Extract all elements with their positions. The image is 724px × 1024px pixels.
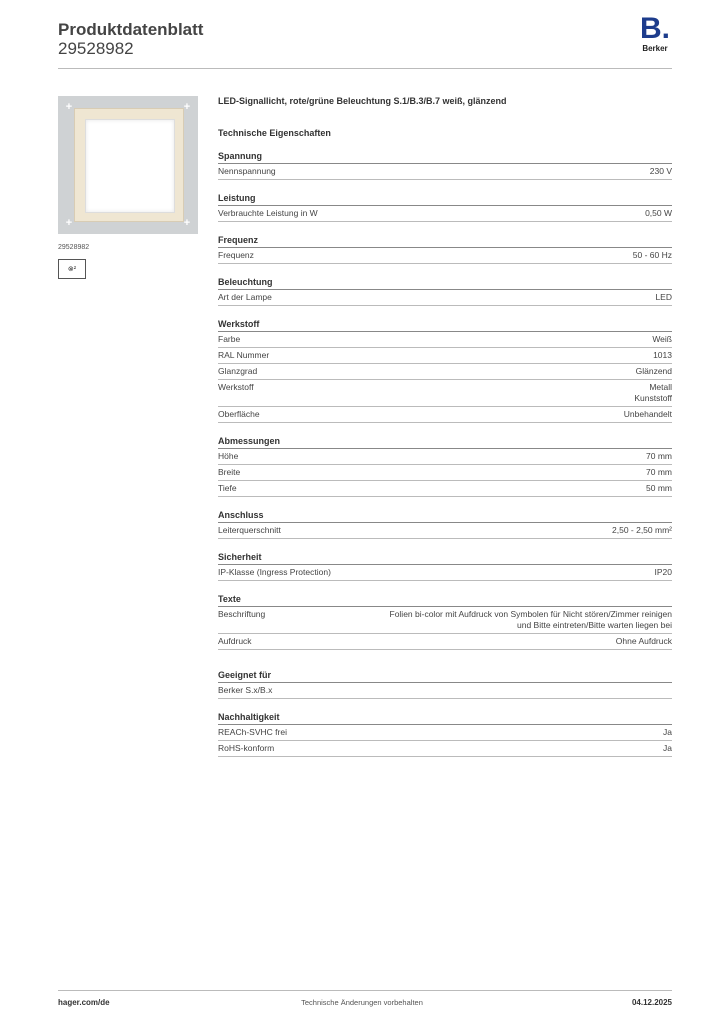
specification-content (218, 96, 672, 757)
spec-label: Nennspannung (218, 166, 276, 176)
spec-value-line: Kunststoff (634, 393, 672, 403)
spec-value-line: Glänzend (635, 366, 672, 376)
spec-label: Höhe (218, 451, 239, 461)
spec-row (218, 164, 672, 180)
spec-value-line: 50 mm (646, 483, 672, 493)
spec-row (218, 248, 672, 264)
section-title: Beleuchtung (218, 277, 672, 290)
spec-section (218, 510, 672, 539)
logo-text: Berker (642, 44, 668, 53)
lamp-symbol-icon: ⊗² (58, 259, 86, 279)
spec-value (390, 609, 673, 631)
spec-row (218, 348, 672, 364)
section-title: Anschluss (218, 510, 672, 523)
spec-value (663, 727, 672, 738)
spec-section (218, 193, 672, 222)
spec-value-line: Weiß (652, 334, 672, 344)
spec-value-line: 1013 (653, 350, 672, 360)
spec-value (653, 350, 672, 361)
spec-label: Art der Lampe (218, 292, 272, 302)
footer-date: 04.12.2025 (631, 998, 672, 1007)
spec-value (624, 409, 672, 420)
spec-row (218, 523, 672, 539)
corner-mark-icon: + (65, 101, 73, 113)
spec-row (218, 407, 672, 423)
spec-value-line: 230 V (649, 166, 672, 176)
spec-label: Tiefe (218, 483, 237, 493)
corner-mark-icon: + (183, 101, 191, 113)
spec-section (218, 552, 672, 581)
spec-label: Frequenz (218, 250, 254, 260)
spec-value-line: Ohne Aufdruck (615, 636, 672, 646)
spec-value (646, 451, 672, 462)
spec-label: Glanzgrad (218, 366, 258, 376)
spec-value (616, 636, 672, 647)
product-image (58, 96, 198, 234)
spec-value (652, 334, 672, 345)
image-caption: 29528982 (58, 244, 90, 251)
spec-row (218, 481, 672, 497)
spec-label: Berker S.x/B.x (218, 685, 273, 695)
section-title: Leistung (218, 193, 672, 206)
spec-label: RAL Nummer (218, 350, 270, 360)
product-frame (74, 108, 184, 222)
footer-divider (58, 990, 672, 991)
spec-label: Beschriftung (218, 609, 266, 619)
spec-section (218, 319, 672, 423)
spec-value (650, 166, 672, 177)
corner-mark-icon: + (65, 217, 73, 229)
spec-value-line: Ja (663, 743, 672, 753)
page-header (58, 12, 672, 70)
spec-row (218, 634, 672, 650)
spec-value-line: Unbehandelt (623, 409, 672, 419)
spec-section (218, 151, 672, 180)
footer-website: hager.com/de (58, 998, 110, 1007)
spec-row (218, 465, 672, 481)
spec-value (633, 250, 672, 261)
article-number: 29528982 (58, 39, 134, 58)
spec-value-line: 0,50 W (645, 208, 672, 218)
spec-row (218, 380, 672, 407)
section-title: Geeignet für (218, 670, 672, 683)
spec-value (634, 382, 672, 404)
header-divider (58, 68, 672, 69)
spec-value (612, 525, 672, 536)
product-image-column (58, 96, 198, 279)
spec-row (218, 725, 672, 741)
section-title: Werkstoff (218, 319, 672, 332)
corner-mark-icon: + (183, 217, 191, 229)
spec-row (218, 332, 672, 348)
spec-value-line: LED (655, 292, 672, 302)
spec-row (218, 683, 672, 699)
spec-value (636, 366, 672, 377)
logo-letter: B. (640, 12, 670, 45)
spec-section (218, 712, 672, 757)
spec-value (655, 567, 673, 578)
berker-logo (638, 12, 672, 53)
spec-label: Leiterquerschnitt (218, 525, 281, 535)
spec-row (218, 741, 672, 757)
spec-label: Aufdruck (218, 636, 252, 646)
spec-value (645, 208, 672, 219)
spec-value-line: IP20 (654, 567, 672, 577)
spec-value (663, 743, 672, 754)
spec-value (655, 292, 672, 303)
spec-value (646, 483, 672, 494)
spec-row (218, 206, 672, 222)
section-title: Sicherheit (218, 552, 672, 565)
spec-row (218, 607, 672, 634)
spec-value-line: 50 - 60 Hz (632, 250, 672, 260)
spec-row (218, 449, 672, 465)
spec-section (218, 277, 672, 306)
spec-value (646, 467, 672, 478)
spec-row (218, 364, 672, 380)
spec-sections (218, 151, 672, 757)
spec-value-line: Ja (663, 727, 672, 737)
spec-section (218, 670, 672, 699)
section-title: Texte (218, 594, 672, 607)
spec-label: Breite (218, 467, 241, 477)
spec-label: Werkstoff (218, 382, 254, 392)
spec-value-line: und Bitte eintreten/Bitte warten liegen bei (517, 620, 672, 630)
section-title: Abmessungen (218, 436, 672, 449)
section-title: Frequenz (218, 235, 672, 248)
spec-value-line: 2,50 - 2,50 mm² (612, 525, 672, 535)
document-title: Produktdatenblatt (58, 20, 204, 39)
spec-label: RoHS-konform (218, 743, 275, 753)
spec-row (218, 290, 672, 306)
spec-label: REACh-SVHC frei (218, 727, 287, 737)
spec-value-line: 70 mm (646, 467, 672, 477)
spec-section (218, 235, 672, 264)
spec-label: Verbrauchte Leistung in W (218, 208, 318, 218)
spec-section (218, 436, 672, 497)
tech-properties-heading: Technische Eigenschaften (218, 128, 331, 138)
spec-value-line: Metall (649, 382, 672, 392)
product-description: LED-Signallicht, rote/grüne Beleuchtung S.1/B.3/B.7 weiß, glänzend (218, 96, 507, 106)
spec-row (218, 565, 672, 581)
spec-value-line: Folien bi-color mit Aufdruck von Symbolen für Nicht stören/Zimmer reinigen (389, 609, 672, 619)
section-title: Nachhaltigkeit (218, 712, 672, 725)
spec-value-line: 70 mm (646, 451, 672, 461)
spec-label: Oberfläche (218, 409, 260, 419)
product-insert (85, 119, 175, 213)
spec-section (218, 594, 672, 650)
spec-label: IP-Klasse (Ingress Protection) (218, 567, 331, 577)
footer-note: Technische Änderungen vorbehalten (301, 998, 423, 1007)
spec-label: Farbe (218, 334, 241, 344)
section-title: Spannung (218, 151, 672, 164)
